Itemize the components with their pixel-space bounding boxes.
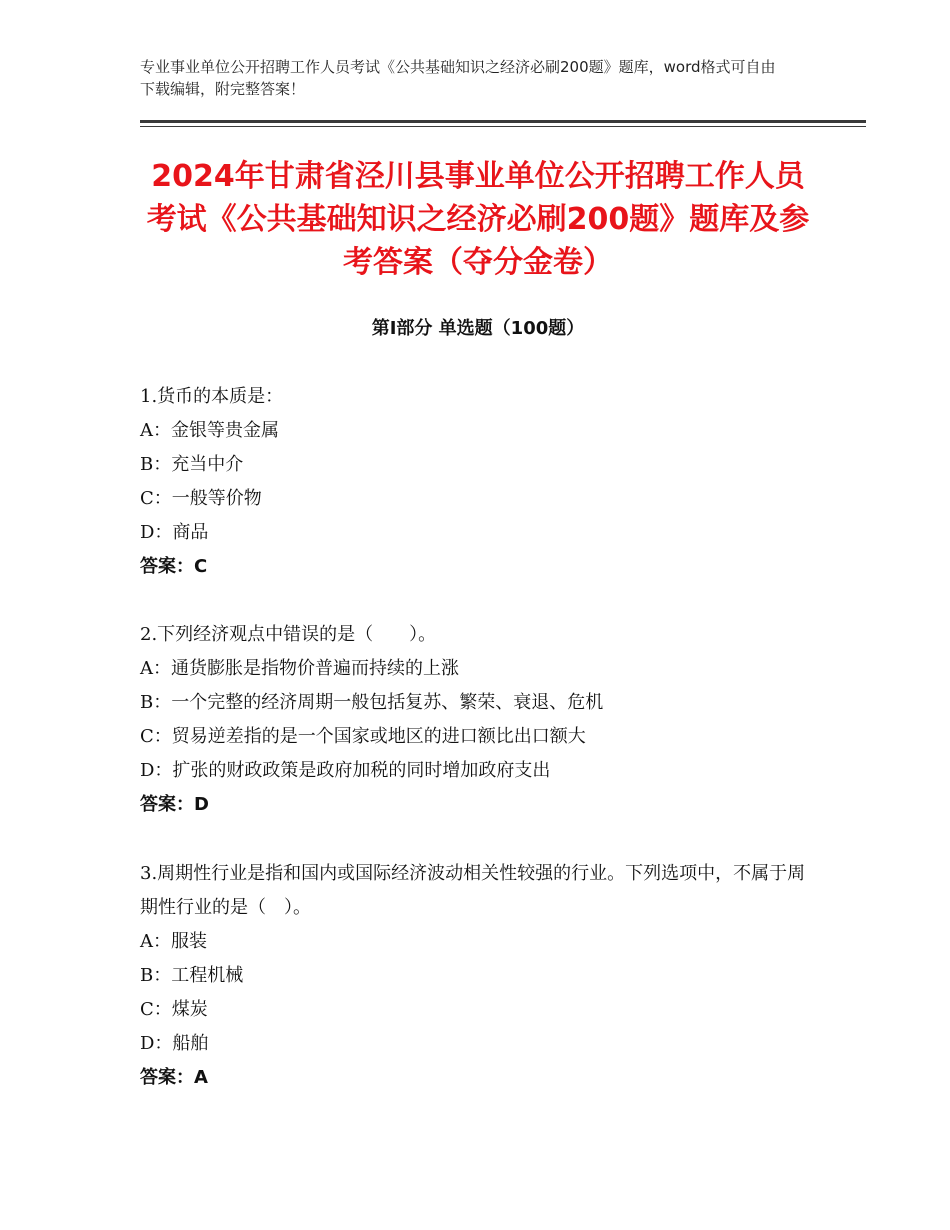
option-d: D：船舶 bbox=[140, 1033, 209, 1054]
question-stem: 3.周期性行业是指和国内或国际经济波动相关性较强的行业。下列选项中，不属于周期性行业的是（ ）。 bbox=[140, 863, 806, 918]
option-c: C：煤炭 bbox=[140, 999, 208, 1020]
header-rule-thin bbox=[140, 126, 866, 127]
question-stem: 1.货币的本质是： bbox=[140, 386, 284, 407]
option-b: B：工程机械 bbox=[140, 965, 244, 986]
question-stem: 2.下列经济观点中错误的是（ ）。 bbox=[140, 624, 437, 645]
option-a: A：服装 bbox=[140, 931, 207, 952]
answer: 答案：A bbox=[140, 1067, 208, 1088]
question-1 bbox=[140, 380, 810, 584]
option-d: D：商品 bbox=[140, 522, 209, 543]
answer: 答案：D bbox=[140, 794, 209, 815]
option-c: C：贸易逆差指的是一个国家或地区的进口额比出口额大 bbox=[140, 726, 586, 747]
option-b: B：充当中介 bbox=[140, 454, 244, 475]
option-c: C：一般等价物 bbox=[140, 488, 262, 509]
option-d: D：扩张的财政政策是政府加税的同时增加政府支出 bbox=[140, 760, 551, 781]
section-heading: 第I部分 单选题（100题） bbox=[371, 318, 585, 339]
document-title: 2024年甘肃省泾川县事业单位公开招聘工作人员考试《公共基础知识之经济必刷200题》题库及参考答案（夺分金卷） bbox=[146, 159, 810, 280]
question-3 bbox=[140, 857, 810, 1095]
header-note: 专业事业单位公开招聘工作人员考试《公共基础知识之经济必刷200题》题库，word格式可自由下载编辑，附完整答案！ bbox=[140, 58, 776, 98]
question-2 bbox=[140, 618, 810, 822]
answer: 答案：C bbox=[140, 556, 208, 577]
option-a: A：金银等贵金属 bbox=[140, 420, 279, 441]
header-rule-thick bbox=[140, 120, 866, 123]
option-a: A：通货膨胀是指物价普遍而持续的上涨 bbox=[140, 658, 459, 679]
option-b: B：一个完整的经济周期一般包括复苏、繁荣、衰退、危机 bbox=[140, 692, 604, 713]
